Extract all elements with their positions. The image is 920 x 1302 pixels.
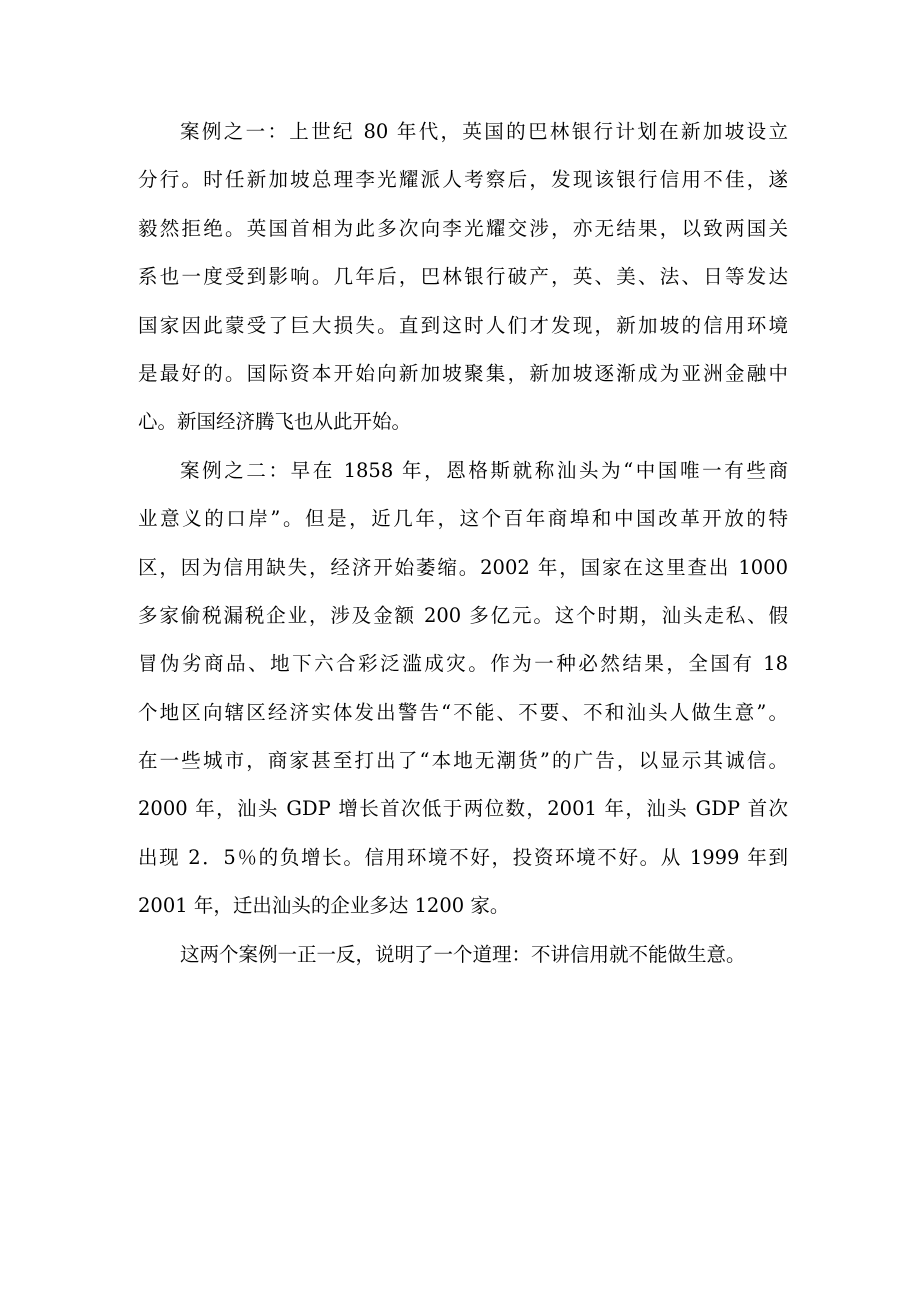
text-line: 业意义的口岸”。但是，近几年，这个百年商埠和中国改革开放的特 (138, 507, 788, 531)
paragraph-case-one (138, 108, 788, 447)
text-line: 国家因此蒙受了巨大损失。直到这时人们才发现，新加坡的信用环境 (138, 313, 788, 337)
text-line: 这两个案例一正一反，说明了一个道理：不讲信用就不能做生意。 (180, 942, 746, 966)
text-line: 冒伪劣商品、地下六合彩泛滥成灾。作为一种必然结果，全国有 18 (138, 652, 788, 676)
text-line: 2000 年，汕头 GDP 增长首次低于两位数，2001 年，汕头 GDP 首次 (138, 797, 788, 821)
text-line: 2001 年，迁出汕头的企业多达 1200 家。 (138, 894, 510, 918)
text-line: 系也一度受到影响。几年后，巴林银行破产，英、美、法、日等发达 (138, 265, 788, 289)
text-line: 个地区向辖区经济实体发出警告“不能、不要、不和汕头人做生意”。 (138, 700, 788, 724)
paragraph-case-two (138, 447, 788, 931)
text-line: 心。新国经济腾飞也从此开始。 (138, 410, 412, 434)
text-line: 在一些城市，商家甚至打出了“本地无潮货”的广告，以显示其诚信。 (138, 749, 788, 773)
text-line: 毅然拒绝。英国首相为此多次向李光耀交涉，亦无结果，以致两国关 (138, 216, 788, 240)
text-line: 区，因为信用缺失，经济开始萎缩。2002 年，国家在这里查出 1000 (138, 555, 788, 579)
text-line: 出现 2．5％的负增长。信用环境不好，投资环境不好。从 1999 年到 (138, 845, 788, 869)
text-line: 多家偷税漏税企业，涉及金额 200 多亿元。这个时期，汕头走私、假 (138, 603, 788, 627)
paragraph-conclusion (138, 931, 788, 979)
text-line: 是最好的。国际资本开始向新加坡聚集，新加坡逐渐成为亚洲金融中 (138, 361, 788, 385)
document-body (138, 108, 788, 979)
text-line: 案例之一：上世纪 80 年代，英国的巴林银行计划在新加坡设立 (180, 120, 788, 143)
text-line: 分行。时任新加坡总理李光耀派人考察后，发现该银行信用不佳，遂 (138, 168, 788, 192)
text-line: 案例之二：早在 1858 年，恩格斯就称汕头为“中国唯一有些商 (180, 458, 788, 482)
